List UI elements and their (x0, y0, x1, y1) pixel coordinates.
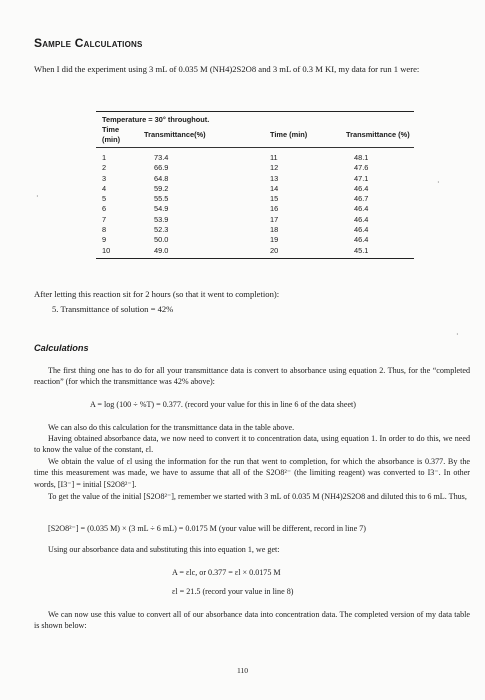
paragraph: We can also do this calculation for the transmittance data in the table above. (48, 423, 295, 432)
table-cell: 59.2 (154, 183, 169, 193)
table-cell: 46.4 (354, 225, 369, 235)
numbered-item: 5. Transmittance of solution = 42% (52, 304, 174, 314)
table-cell: 18 (270, 225, 279, 235)
stray-mark: · (456, 330, 459, 339)
table-cell: 48.1 (354, 153, 369, 162)
table-cell: 16 (270, 204, 279, 214)
completion-note: After letting this reaction sit for 2 hours (so that it went to completion): (34, 289, 280, 299)
table-cell: 46.7 (354, 194, 369, 204)
table-cell: 2 (102, 163, 107, 173)
table-cell: 47.6 (354, 163, 369, 173)
table-cell: 53.9 (154, 214, 169, 224)
table-cell: 6 (102, 204, 107, 214)
table-cell: 46.4 (354, 235, 369, 245)
table-cell: 8 (102, 225, 107, 235)
equation: A = εlc, or 0.377 = εl × 0.0175 M (172, 568, 281, 577)
data-table (96, 111, 414, 259)
table-row (96, 204, 414, 214)
table-cell: 52.3 (154, 225, 169, 235)
page-number: 110 (236, 666, 249, 675)
table-cell: 13 (270, 173, 279, 183)
table-cell: 54.9 (154, 204, 169, 214)
table-row (96, 194, 414, 204)
paragraph: Having obtained absorbance data, we now need to convert it to concentration data, using equation 1. In order to do this, we need to know the value of the constant, εl. (34, 434, 470, 455)
column-header: Time (min) (96, 125, 140, 148)
table-cell: 3 (102, 173, 107, 183)
table-row (96, 246, 414, 259)
table-cell: 9 (102, 235, 107, 245)
intro-paragraph: When I did the experiment using 3 mL of 0.035 M (NH4)2S2O8 and 3 mL of 0.3 M KI, my data for run 1 were: (34, 64, 420, 74)
equation: εl = 21.5 (record your value in line 8) (172, 587, 294, 596)
paragraph: The first thing one has to do for all your transmittance data is convert to absorbance using equation 2. Thus, for the “completed reaction” (for which the transmittance was 42% above): (34, 366, 470, 387)
stray-mark: · (36, 192, 39, 201)
table-cell: 46.4 (354, 183, 369, 193)
table-cell: 7 (102, 214, 107, 224)
column-header: Time (min) (260, 125, 336, 148)
table-cell: 46.4 (354, 204, 369, 214)
paragraph: We can now use this value to convert all of our absorbance data into concentration data. The completed version of my data table is shown below: (34, 610, 470, 631)
table-cell: 47.1 (354, 173, 369, 183)
table-cell: 5 (102, 194, 107, 204)
table-row (96, 215, 414, 225)
table-cell: 50.0 (154, 235, 169, 245)
table-cell: 49.0 (140, 246, 260, 259)
table-row (96, 184, 414, 194)
table-cell: 46.4 (354, 214, 369, 224)
column-header: Transmittance (%) (336, 125, 414, 148)
table-cell: 20 (260, 246, 336, 259)
stray-mark: · (437, 178, 440, 187)
section-heading: Sample Calculations (34, 36, 143, 50)
table-cell: 11 (270, 153, 278, 162)
table-cell: 15 (270, 194, 279, 204)
table-cell: 73.4 (154, 153, 169, 162)
table-cell: 4 (102, 183, 107, 193)
table-cell: 14 (270, 183, 279, 193)
table-row (96, 174, 414, 184)
table-row (96, 163, 414, 173)
table-cell: 55.5 (154, 194, 169, 204)
table-cell: 45.1 (336, 246, 414, 259)
calculations-heading: Calculations (34, 343, 89, 353)
table-cell: 66.9 (154, 163, 169, 173)
table-row (96, 235, 414, 245)
equation: [S2O8²⁻] = (0.035 M) × (3 mL ÷ 6 mL) = 0.0175 M (your value will be different, record in line 7) (48, 524, 366, 533)
equation: A = log (100 ÷ %T) = 0.377. (record your value for this in line 6 of the data sheet) (90, 400, 356, 409)
table-row (96, 225, 414, 235)
table-cell: 64.8 (154, 173, 169, 183)
table-cell: 17 (270, 214, 279, 224)
table-condition: Temperature = 30° throughout. (102, 115, 210, 124)
paragraph: To get the value of the initial [S2O8²⁻], remember we started with 3 mL of 0.035 M (NH4)2S2O8 and diluted this to 6 mL. Thus, (48, 492, 467, 501)
table-cell: 1 (102, 153, 107, 162)
column-header: Transmittance(%) (140, 125, 260, 148)
table-cell: 10 (96, 246, 140, 259)
paragraph: Using our absorbance data and substituting this into equation 1, we get: (48, 545, 280, 554)
table-row (96, 148, 414, 164)
paragraph: We obtain the value of εl using the information for the run that went to completion, for which the absorbance is 0.377. By the time this measurement was made, we have to assume that all of the S2O8²⁻ (the limiting reagent) was converted to I3⁻. In other words, [I3⁻] = initial [S2O8²⁻]. (34, 457, 470, 489)
table-cell: 12 (270, 163, 279, 173)
table-cell: 19 (270, 235, 279, 245)
